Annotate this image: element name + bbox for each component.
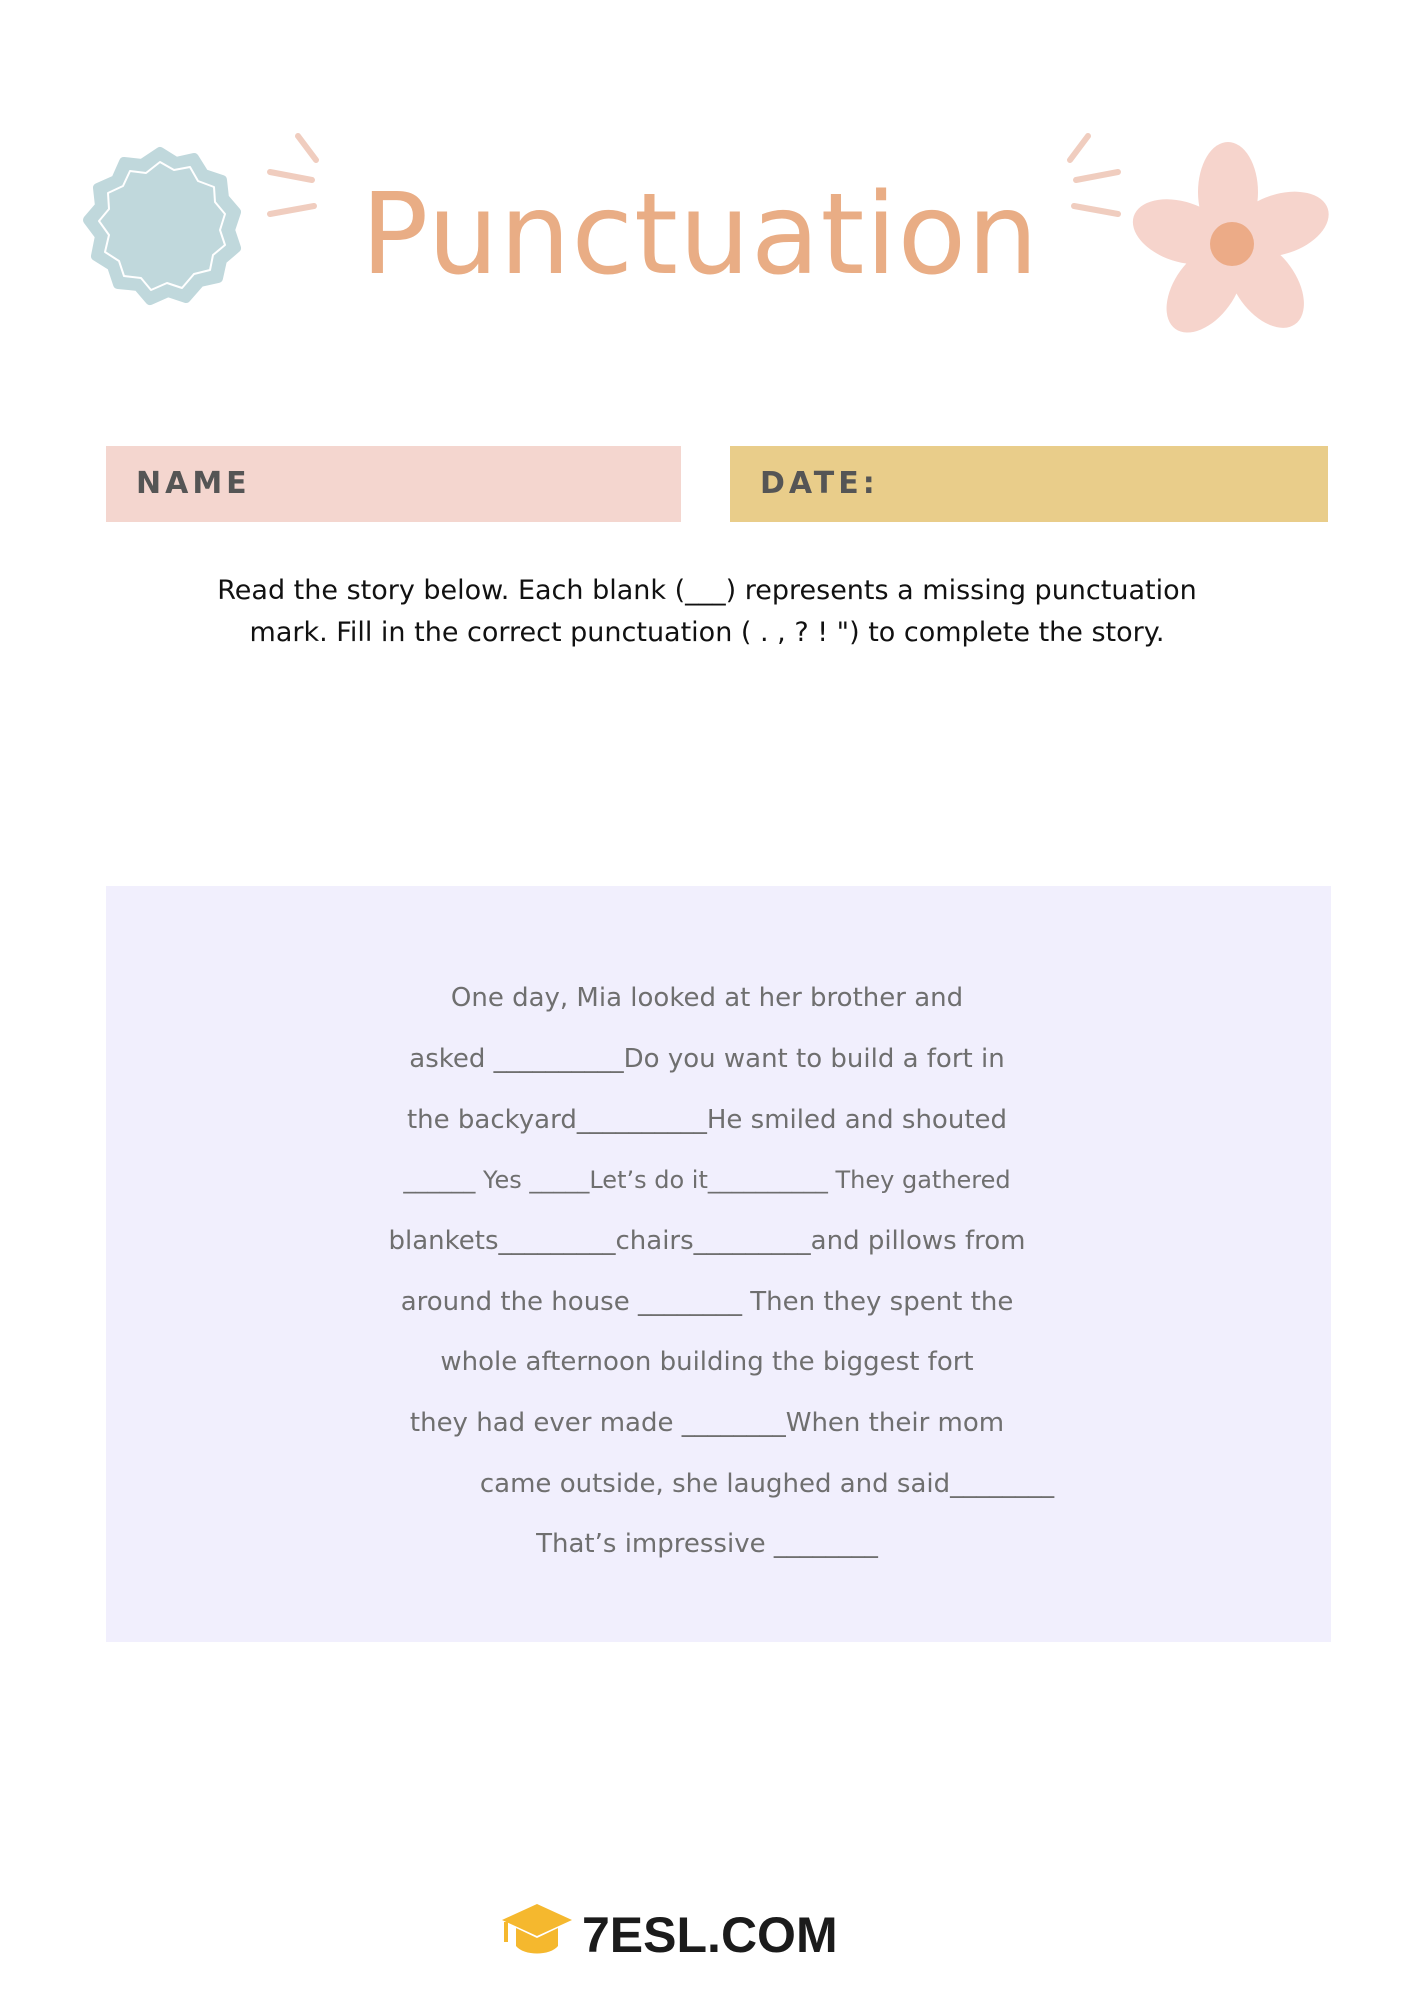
graduation-cap-icon: [500, 1900, 574, 1964]
story-line: the backyard__________He smiled and shouted: [406, 1105, 1008, 1135]
page-title: Punctuation: [360, 170, 1040, 300]
story-line: One day, Mia looked at her brother and: [450, 983, 964, 1013]
instructions-line-1: Read the story below. Each blank (___) represents a missing punctuation: [217, 575, 1197, 606]
story-line: asked __________Do you want to build a fort in: [409, 1044, 1005, 1074]
flower-center: [1210, 222, 1254, 266]
story-line: came outside, she laughed and said________: [479, 1469, 1055, 1499]
date-field[interactable]: [730, 446, 1328, 522]
name-label: NAME: [136, 466, 251, 501]
site-logo: [500, 1900, 920, 1970]
instructions: [140, 570, 1274, 654]
story-line: around the house ________ Then they spent the: [400, 1287, 1014, 1317]
story-line: they had ever made ________When their mom: [409, 1408, 1005, 1438]
story-line: blankets_________chairs_________and pillows from: [388, 1226, 1026, 1256]
name-field[interactable]: [106, 446, 681, 522]
story-line: whole afternoon building the biggest fort: [440, 1347, 974, 1377]
badge-decoration: [80, 148, 240, 308]
rays-left-decoration: [262, 130, 332, 230]
story-line: That’s impressive ________: [536, 1529, 878, 1559]
instructions-line-2: mark. Fill in the correct punctuation ( . , ? ! ") to complete the story.: [249, 617, 1165, 648]
rays-right-decoration: [1056, 130, 1126, 230]
story-line: ______ Yes _____Let’s do it__________ They gathered: [403, 1166, 1011, 1194]
date-label: DATE:: [760, 466, 879, 501]
flower-decoration: [1128, 140, 1328, 350]
badge-shape: [88, 152, 236, 300]
logo-text: 7ESL.COM: [582, 1907, 838, 1963]
